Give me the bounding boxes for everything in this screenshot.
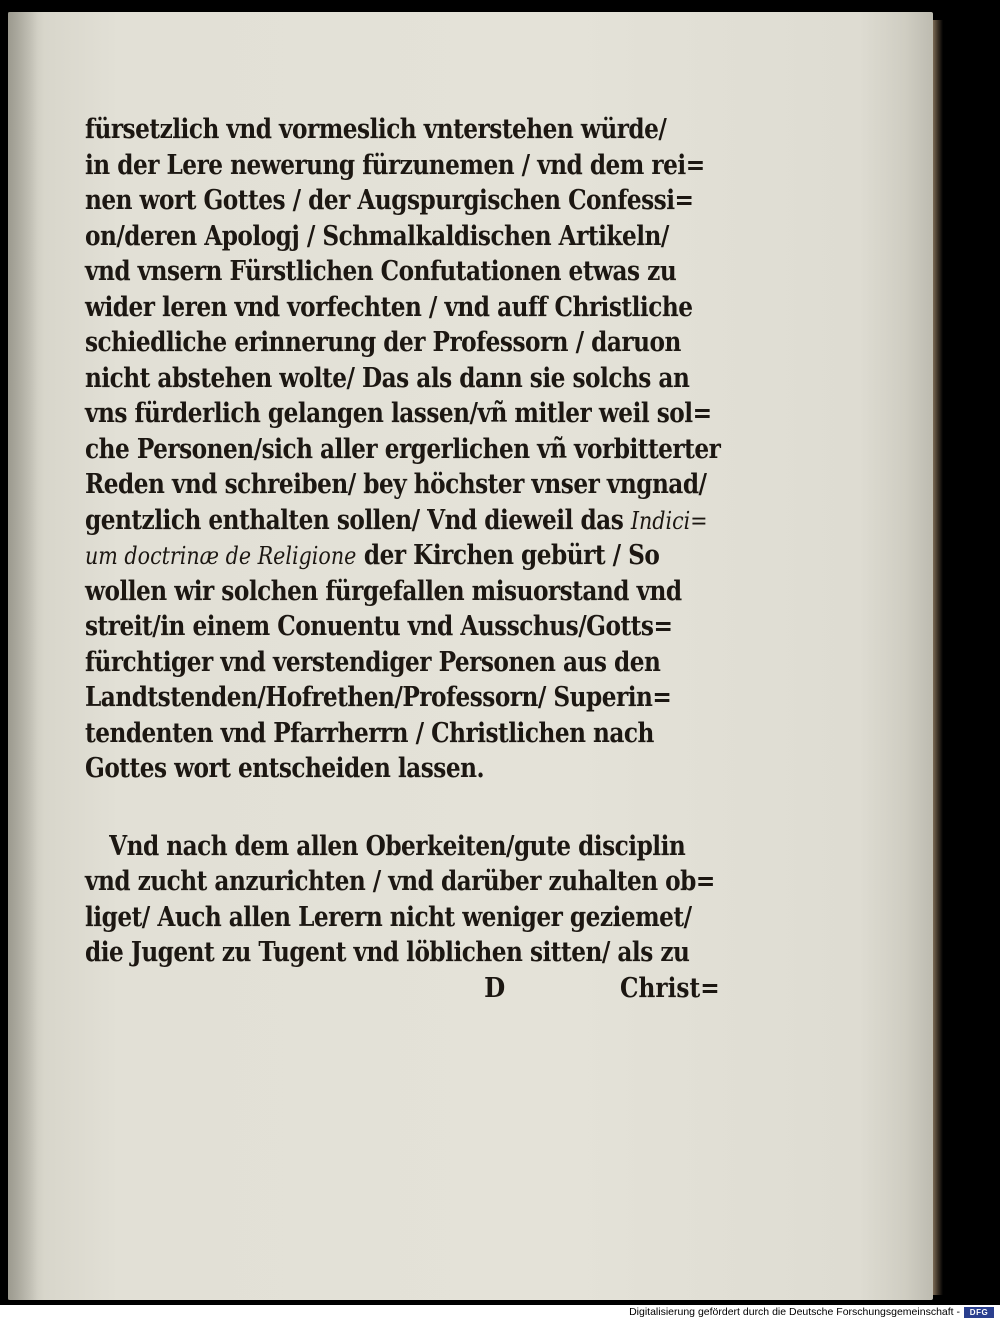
text-line: nicht abstehen wolte/ Das als dann sie solchs an bbox=[85, 362, 690, 394]
text-line: liget/ Auch allen Lerern nicht weniger geziemet/ bbox=[85, 901, 692, 933]
text-line: tendenten vnd Pfarrherrn / Christlichen nach bbox=[85, 717, 654, 749]
latin-text: um doctrinæ de Religione bbox=[85, 542, 357, 570]
paragraph-gap bbox=[85, 787, 745, 829]
text-line: streit/in einem Conuentu vnd Ausschus/Gotts= bbox=[85, 611, 673, 642]
footer-bar bbox=[0, 1305, 1000, 1320]
text-line: Gottes wort entscheiden lassen. bbox=[85, 753, 485, 784]
page-text bbox=[85, 112, 745, 1006]
signature-mark: D bbox=[484, 972, 506, 1004]
text-line bbox=[85, 503, 756, 539]
text-line: wider leren vnd vorfechten / vnd auff Christliche bbox=[85, 291, 693, 323]
latin-text: Indici= bbox=[630, 506, 708, 535]
text-line bbox=[85, 538, 756, 574]
text-line-fraktur: der Kirchen gebürt / So bbox=[356, 540, 660, 571]
text-line: schiedliche erinnerung der Professorn / daruon bbox=[85, 327, 681, 358]
text-line: vnd vnsern Fürstlichen Confutationen etwas zu bbox=[85, 256, 677, 287]
text-line: wollen wir solchen fürgefallen misuorstand vnd bbox=[85, 575, 682, 607]
text-line: on/deren Apologj / Schmalkaldischen Artikeln/ bbox=[85, 220, 669, 252]
text-line: fürsetzlich vnd vormeslich vnterstehen würde/ bbox=[85, 114, 667, 145]
paragraph-2 bbox=[85, 829, 745, 971]
catchword: Christ= bbox=[620, 972, 720, 1004]
text-line: die Jugent zu Tugent vnd löblichen sitten/ als zu bbox=[85, 937, 690, 968]
text-line: che Personen/sich aller ergerlichen vñ vorbitterter bbox=[85, 433, 721, 465]
page-edge-shadow bbox=[933, 20, 943, 1295]
signature-line bbox=[85, 971, 745, 1007]
paragraph-1 bbox=[85, 112, 745, 787]
text-line: Landtstenden/Hofrethen/Professorn/ Superin= bbox=[85, 682, 672, 713]
text-line: fürchtiger vnd verstendiger Personen aus den bbox=[85, 646, 661, 678]
text-line: vnd zucht anzurichten / vnd darüber zuhalten ob= bbox=[85, 866, 715, 897]
funding-credit: Digitalisierung gefördert durch die Deutsche Forschungsgemeinschaft - bbox=[629, 1306, 960, 1318]
text-line: vns fürderlich gelangen lassen/vñ mitler weil sol= bbox=[85, 398, 712, 429]
text-line: Vnd nach dem allen Oberkeiten/gute disciplin bbox=[109, 830, 686, 862]
text-line: in der Lere newerung fürzunemen / vnd dem rei= bbox=[85, 149, 705, 181]
text-line: nen wort Gottes / der Augspurgischen Confessi= bbox=[85, 185, 694, 216]
dfg-logo-icon: DFG bbox=[964, 1307, 994, 1318]
text-line-fraktur: gentzlich enthalten sollen/ Vnd dieweil das bbox=[85, 504, 624, 536]
text-line: Reden vnd schreiben/ bey höchster vnser vngnad/ bbox=[85, 469, 707, 500]
page-gutter bbox=[8, 12, 38, 1300]
